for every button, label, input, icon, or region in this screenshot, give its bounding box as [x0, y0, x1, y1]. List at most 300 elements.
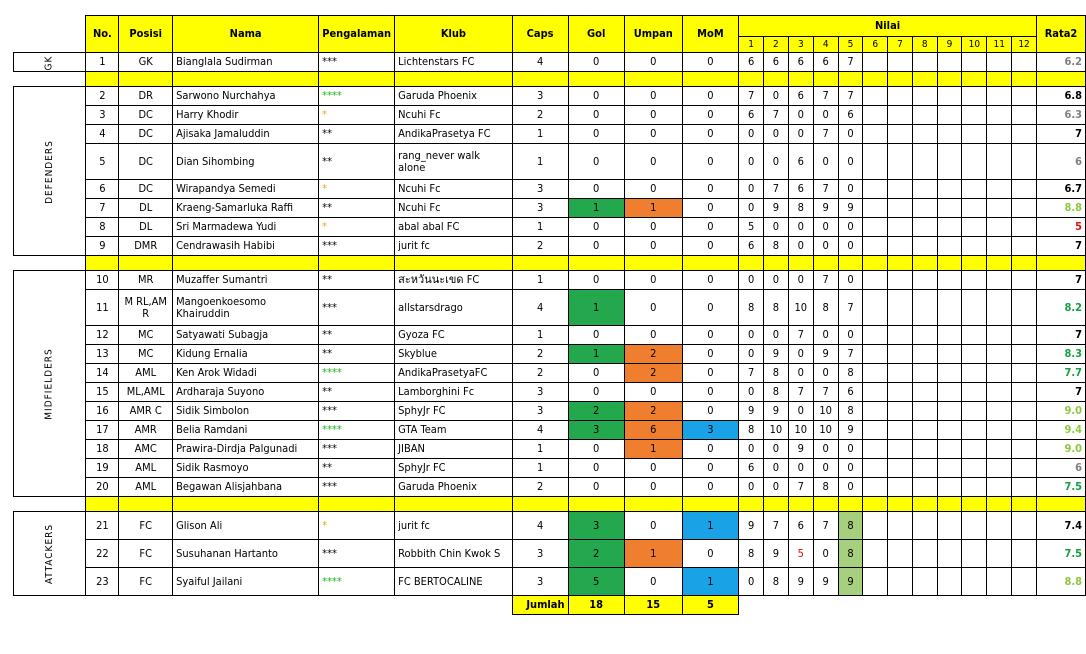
cell-nilai-4: 9	[813, 199, 838, 218]
cell-mom: 0	[682, 106, 739, 125]
header-nilai-3: 3	[788, 37, 813, 53]
cell-nilai-10	[962, 326, 987, 345]
cell-nilai-3: 7	[788, 478, 813, 497]
cell-nama: Muzaffer Sumantri	[173, 271, 319, 290]
cell-nilai-10	[962, 87, 987, 106]
cell-nilai-7	[888, 180, 913, 199]
cell-nilai-7	[888, 53, 913, 72]
table-row	[14, 53, 1086, 72]
cell-nilai-3: 6	[788, 180, 813, 199]
cell-umpan: 2	[624, 364, 682, 383]
cell-no: 2	[86, 87, 119, 106]
cell-nilai-1: 9	[739, 512, 764, 540]
cell-umpan: 0	[624, 125, 682, 144]
cell-umpan: 6	[624, 421, 682, 440]
cell-mom: 0	[682, 290, 739, 326]
cell-nilai-9	[937, 237, 962, 256]
cell-mom: 0	[682, 237, 739, 256]
cell-posisi: MR	[119, 271, 173, 290]
table-row	[14, 125, 1086, 144]
cell-nilai-11	[987, 345, 1012, 364]
cell-nilai-10	[962, 540, 987, 568]
cell-nilai-9	[937, 290, 962, 326]
cell-nilai-7	[888, 125, 913, 144]
cell-posisi: DR	[119, 87, 173, 106]
cell-nilai-12	[1012, 402, 1037, 421]
cell-pengalaman: ****	[319, 421, 395, 440]
cell-nilai-10	[962, 144, 987, 180]
cell-nilai-2: 8	[763, 383, 788, 402]
cell-pengalaman: ***	[319, 290, 395, 326]
cell-pengalaman: **	[319, 459, 395, 478]
cell-nilai-7	[888, 478, 913, 497]
cell-nilai-6	[863, 478, 888, 497]
cell-nilai-6	[863, 440, 888, 459]
cell-no: 9	[86, 237, 119, 256]
cell-nilai-1: 0	[739, 144, 764, 180]
cell-nilai-4: 0	[813, 106, 838, 125]
cell-caps: 4	[512, 290, 568, 326]
header-nilai-2: 2	[763, 37, 788, 53]
cell-nilai-6	[863, 421, 888, 440]
cell-pengalaman: ****	[319, 364, 395, 383]
cell-caps: 3	[512, 402, 568, 421]
cell-nilai-8	[912, 345, 937, 364]
cell-posisi: DMR	[119, 237, 173, 256]
cell-pengalaman: ***	[319, 402, 395, 421]
cell-pengalaman: *	[319, 180, 395, 199]
cell-nilai-12	[1012, 199, 1037, 218]
table-row	[14, 568, 1086, 596]
cell-umpan: 0	[624, 512, 682, 540]
cell-klub: JIBAN	[395, 440, 513, 459]
cell-nilai-5: 0	[838, 271, 863, 290]
cell-nilai-12	[1012, 459, 1037, 478]
cell-caps: 3	[512, 540, 568, 568]
cell-nilai-2: 0	[763, 144, 788, 180]
cell-klub: GTA Team	[395, 421, 513, 440]
cell-gol: 3	[568, 421, 624, 440]
header-nilai-8: 8	[912, 37, 937, 53]
cell-nilai-11	[987, 106, 1012, 125]
cell-klub: allstarsdrago	[395, 290, 513, 326]
cell-nilai-7	[888, 87, 913, 106]
cell-nilai-10	[962, 440, 987, 459]
cell-umpan: 2	[624, 345, 682, 364]
table-row	[14, 180, 1086, 199]
cell-mom: 0	[682, 364, 739, 383]
cell-nilai-2: 0	[763, 478, 788, 497]
cell-nilai-9	[937, 568, 962, 596]
cell-gol: 0	[568, 237, 624, 256]
header-gol: Gol	[568, 16, 624, 53]
cell-klub: Ncuhi Fc	[395, 180, 513, 199]
cell-mom: 0	[682, 345, 739, 364]
category-label: DEFENDERS	[43, 139, 55, 204]
cell-posisi: AMC	[119, 440, 173, 459]
cell-umpan: 0	[624, 106, 682, 125]
cell-nilai-1: 0	[739, 271, 764, 290]
cell-nilai-12	[1012, 540, 1037, 568]
cell-klub: Robbith Chin Kwok S	[395, 540, 513, 568]
cell-nilai-3: 0	[788, 237, 813, 256]
cell-rata: 7.5	[1036, 478, 1085, 497]
cell-nilai-2: 9	[763, 402, 788, 421]
cell-nilai-9	[937, 180, 962, 199]
cell-nilai-1: 0	[739, 383, 764, 402]
cell-pengalaman: *	[319, 512, 395, 540]
cell-nilai-6	[863, 364, 888, 383]
cell-posisi: AMR C	[119, 402, 173, 421]
category-gk	[14, 53, 86, 72]
cell-nilai-11	[987, 199, 1012, 218]
cell-rata: 7	[1036, 326, 1085, 345]
cell-nilai-12	[1012, 106, 1037, 125]
table-row	[14, 345, 1086, 364]
cell-pengalaman: ****	[319, 568, 395, 596]
cell-nilai-3: 8	[788, 199, 813, 218]
cell-nilai-10	[962, 478, 987, 497]
cell-nilai-11	[987, 290, 1012, 326]
cell-rata: 8.2	[1036, 290, 1085, 326]
cell-nilai-6	[863, 53, 888, 72]
cell-umpan: 1	[624, 540, 682, 568]
category-att	[14, 512, 86, 596]
cell-nilai-7	[888, 345, 913, 364]
cell-no: 23	[86, 568, 119, 596]
cell-rata: 6.7	[1036, 180, 1085, 199]
cell-klub: Garuda Phoenix	[395, 478, 513, 497]
cell-no: 21	[86, 512, 119, 540]
cell-nama: Bianglala Sudirman	[173, 53, 319, 72]
cell-nilai-8	[912, 53, 937, 72]
cell-posisi: AML	[119, 364, 173, 383]
cell-nilai-6	[863, 125, 888, 144]
cell-nilai-8	[912, 512, 937, 540]
cell-pengalaman: **	[319, 144, 395, 180]
table-row	[14, 512, 1086, 540]
cell-nilai-10	[962, 364, 987, 383]
cell-nilai-3: 5	[788, 540, 813, 568]
cell-nilai-8	[912, 540, 937, 568]
cell-nilai-9	[937, 326, 962, 345]
cell-nilai-9	[937, 402, 962, 421]
cell-nilai-4: 0	[813, 364, 838, 383]
table-row	[14, 440, 1086, 459]
category-label: GK	[43, 55, 55, 70]
cell-nilai-12	[1012, 125, 1037, 144]
cell-nilai-3: 10	[788, 290, 813, 326]
cell-nilai-9	[937, 421, 962, 440]
cell-nilai-3: 0	[788, 402, 813, 421]
cell-posisi: DC	[119, 144, 173, 180]
cell-nama: Ajisaka Jamaluddin	[173, 125, 319, 144]
cell-nilai-12	[1012, 478, 1037, 497]
cell-nilai-7	[888, 540, 913, 568]
table-row	[14, 478, 1086, 497]
cell-mom: 1	[682, 568, 739, 596]
cell-nilai-8	[912, 180, 937, 199]
cell-nilai-8	[912, 459, 937, 478]
cell-posisi: FC	[119, 512, 173, 540]
cell-nilai-12	[1012, 144, 1037, 180]
cell-umpan: 0	[624, 383, 682, 402]
cell-posisi: AMR	[119, 421, 173, 440]
cell-gol: 0	[568, 383, 624, 402]
cell-nilai-5: 0	[838, 478, 863, 497]
cell-nilai-4: 7	[813, 383, 838, 402]
cell-no: 10	[86, 271, 119, 290]
cell-nilai-1: 0	[739, 326, 764, 345]
cell-nilai-5: 7	[838, 290, 863, 326]
cell-nilai-9	[937, 478, 962, 497]
cell-gol: 2	[568, 402, 624, 421]
cell-nilai-10	[962, 568, 987, 596]
cell-nama: Kraeng-Samarluka Raffi	[173, 199, 319, 218]
cell-nilai-8	[912, 440, 937, 459]
cell-nilai-1: 8	[739, 421, 764, 440]
cell-nilai-5: 0	[838, 237, 863, 256]
cell-klub: Ncuhi Fc	[395, 106, 513, 125]
cell-nilai-11	[987, 87, 1012, 106]
cell-nilai-1: 8	[739, 540, 764, 568]
cell-caps: 3	[512, 199, 568, 218]
totals-umpan: 15	[624, 596, 682, 615]
cell-nilai-2: 0	[763, 125, 788, 144]
cell-nilai-3: 6	[788, 144, 813, 180]
cell-nilai-2: 9	[763, 345, 788, 364]
cell-nilai-6	[863, 180, 888, 199]
cell-mom: 0	[682, 540, 739, 568]
cell-caps: 2	[512, 345, 568, 364]
cell-posisi: DC	[119, 125, 173, 144]
cell-umpan: 0	[624, 459, 682, 478]
cell-nilai-6	[863, 106, 888, 125]
cell-nilai-1: 6	[739, 106, 764, 125]
cell-posisi: DL	[119, 218, 173, 237]
table-row	[14, 326, 1086, 345]
cell-nilai-2: 0	[763, 326, 788, 345]
cell-mom: 0	[682, 199, 739, 218]
cell-nilai-10	[962, 402, 987, 421]
cell-nilai-8	[912, 326, 937, 345]
cell-gol: 0	[568, 459, 624, 478]
table-row	[14, 383, 1086, 402]
cell-umpan: 0	[624, 180, 682, 199]
cell-nilai-7	[888, 144, 913, 180]
cell-nilai-4: 9	[813, 568, 838, 596]
cell-klub: Gyoza FC	[395, 326, 513, 345]
cell-nilai-12	[1012, 180, 1037, 199]
header-umpan: Umpan	[624, 16, 682, 53]
group-separator	[14, 497, 1086, 512]
cell-nilai-3: 0	[788, 218, 813, 237]
cell-nilai-5: 8	[838, 512, 863, 540]
cell-nilai-4: 7	[813, 180, 838, 199]
cell-klub: FC BERTOCALINE	[395, 568, 513, 596]
cell-mom: 3	[682, 421, 739, 440]
cell-klub: Ncuhi Fc	[395, 199, 513, 218]
cell-nilai-4: 0	[813, 540, 838, 568]
cell-mom: 0	[682, 440, 739, 459]
cell-nilai-6	[863, 540, 888, 568]
cell-pengalaman: *	[319, 106, 395, 125]
header-nilai-10: 10	[962, 37, 987, 53]
header-nilai-1: 1	[739, 37, 764, 53]
cell-nilai-11	[987, 512, 1012, 540]
cell-nilai-1: 5	[739, 218, 764, 237]
header-rata: Rata2	[1036, 16, 1085, 53]
cell-nama: Belia Ramdani	[173, 421, 319, 440]
cell-caps: 3	[512, 568, 568, 596]
table-row	[14, 218, 1086, 237]
table-row	[14, 237, 1086, 256]
cell-nilai-9	[937, 125, 962, 144]
cell-pengalaman: ***	[319, 237, 395, 256]
table-row	[14, 144, 1086, 180]
cell-nilai-6	[863, 87, 888, 106]
cell-nilai-11	[987, 568, 1012, 596]
cell-nilai-8	[912, 271, 937, 290]
cell-nilai-11	[987, 540, 1012, 568]
header-nilai-7: 7	[888, 37, 913, 53]
cell-nilai-11	[987, 237, 1012, 256]
totals-mom: 5	[682, 596, 739, 615]
cell-nilai-2: 7	[763, 180, 788, 199]
cell-nilai-6	[863, 326, 888, 345]
cell-nilai-1: 9	[739, 402, 764, 421]
cell-posisi: DL	[119, 199, 173, 218]
cell-nilai-3: 9	[788, 568, 813, 596]
cell-nilai-4: 7	[813, 512, 838, 540]
cell-umpan: 1	[624, 199, 682, 218]
cell-pengalaman: **	[319, 271, 395, 290]
cell-nilai-10	[962, 180, 987, 199]
cell-nama: Prawira-Dirdja Palgunadi	[173, 440, 319, 459]
cell-pengalaman: ****	[319, 87, 395, 106]
cell-nama: Glison Ali	[173, 512, 319, 540]
cell-caps: 2	[512, 364, 568, 383]
cell-nilai-11	[987, 53, 1012, 72]
cell-nilai-2: 9	[763, 540, 788, 568]
table-row	[14, 271, 1086, 290]
cell-nilai-10	[962, 290, 987, 326]
table-row	[14, 87, 1086, 106]
cell-nilai-11	[987, 478, 1012, 497]
cell-klub: AndikaPrasetya FC	[395, 125, 513, 144]
cell-pengalaman: **	[319, 345, 395, 364]
cell-nilai-11	[987, 383, 1012, 402]
totals-label: Jumlah	[512, 596, 568, 615]
cell-nilai-6	[863, 459, 888, 478]
cell-nilai-3: 6	[788, 512, 813, 540]
cell-nilai-12	[1012, 218, 1037, 237]
cell-nama: Ken Arok Widadi	[173, 364, 319, 383]
cell-nilai-12	[1012, 271, 1037, 290]
cell-nilai-12	[1012, 345, 1037, 364]
cell-rata: 8.8	[1036, 568, 1085, 596]
cell-pengalaman: **	[319, 125, 395, 144]
cell-klub: rang_never walk alone	[395, 144, 513, 180]
cell-nilai-5: 0	[838, 326, 863, 345]
cell-caps: 2	[512, 237, 568, 256]
cell-nilai-5: 0	[838, 180, 863, 199]
cell-nilai-7	[888, 290, 913, 326]
cell-nilai-10	[962, 271, 987, 290]
cell-no: 22	[86, 540, 119, 568]
cell-rata: 6	[1036, 144, 1085, 180]
cell-nilai-4: 7	[813, 125, 838, 144]
cell-nilai-11	[987, 421, 1012, 440]
header-nilai-5: 5	[838, 37, 863, 53]
cell-nilai-2: 9	[763, 199, 788, 218]
cell-caps: 2	[512, 478, 568, 497]
cell-caps: 2	[512, 106, 568, 125]
cell-nama: Wirapandya Semedi	[173, 180, 319, 199]
cell-nilai-7	[888, 568, 913, 596]
table-row	[14, 540, 1086, 568]
cell-nilai-7	[888, 218, 913, 237]
category-label: ATTACKERS	[43, 523, 55, 585]
cell-nilai-7	[888, 459, 913, 478]
cell-nama: Kidung Ernalia	[173, 345, 319, 364]
cell-gol: 0	[568, 87, 624, 106]
cell-posisi: ML,AML	[119, 383, 173, 402]
cell-nilai-8	[912, 237, 937, 256]
cell-no: 1	[86, 53, 119, 72]
cell-nilai-3: 7	[788, 326, 813, 345]
cell-klub: jurit fc	[395, 512, 513, 540]
cell-mom: 0	[682, 271, 739, 290]
cell-rata: 8.8	[1036, 199, 1085, 218]
cell-nilai-5: 0	[838, 459, 863, 478]
cell-posisi: GK	[119, 53, 173, 72]
cell-gol: 1	[568, 345, 624, 364]
cell-nilai-4: 6	[813, 53, 838, 72]
cell-nilai-7	[888, 383, 913, 402]
cell-caps: 1	[512, 144, 568, 180]
cell-nilai-3: 0	[788, 364, 813, 383]
cell-nilai-3: 0	[788, 106, 813, 125]
cell-nilai-10	[962, 218, 987, 237]
cell-nilai-3: 0	[788, 345, 813, 364]
cell-nilai-3: 6	[788, 87, 813, 106]
cell-gol: 0	[568, 53, 624, 72]
cell-nilai-4: 7	[813, 271, 838, 290]
cell-nilai-1: 6	[739, 459, 764, 478]
cell-mom: 0	[682, 383, 739, 402]
cell-nilai-3: 6	[788, 53, 813, 72]
cell-nilai-6	[863, 383, 888, 402]
cell-nilai-8	[912, 568, 937, 596]
cell-gol: 0	[568, 106, 624, 125]
cell-nilai-5: 9	[838, 421, 863, 440]
cell-gol: 0	[568, 180, 624, 199]
cell-umpan: 0	[624, 568, 682, 596]
cell-nilai-8	[912, 421, 937, 440]
cell-nilai-6	[863, 345, 888, 364]
cell-nilai-2: 0	[763, 440, 788, 459]
cell-rata: 7.4	[1036, 512, 1085, 540]
cell-klub: jurit fc	[395, 237, 513, 256]
squad-stats-table	[13, 15, 1086, 615]
cell-nilai-12	[1012, 290, 1037, 326]
cell-mom: 0	[682, 402, 739, 421]
cell-nilai-2: 0	[763, 87, 788, 106]
cell-nilai-3: 7	[788, 383, 813, 402]
category-def	[14, 87, 86, 256]
cell-rata: 9.4	[1036, 421, 1085, 440]
